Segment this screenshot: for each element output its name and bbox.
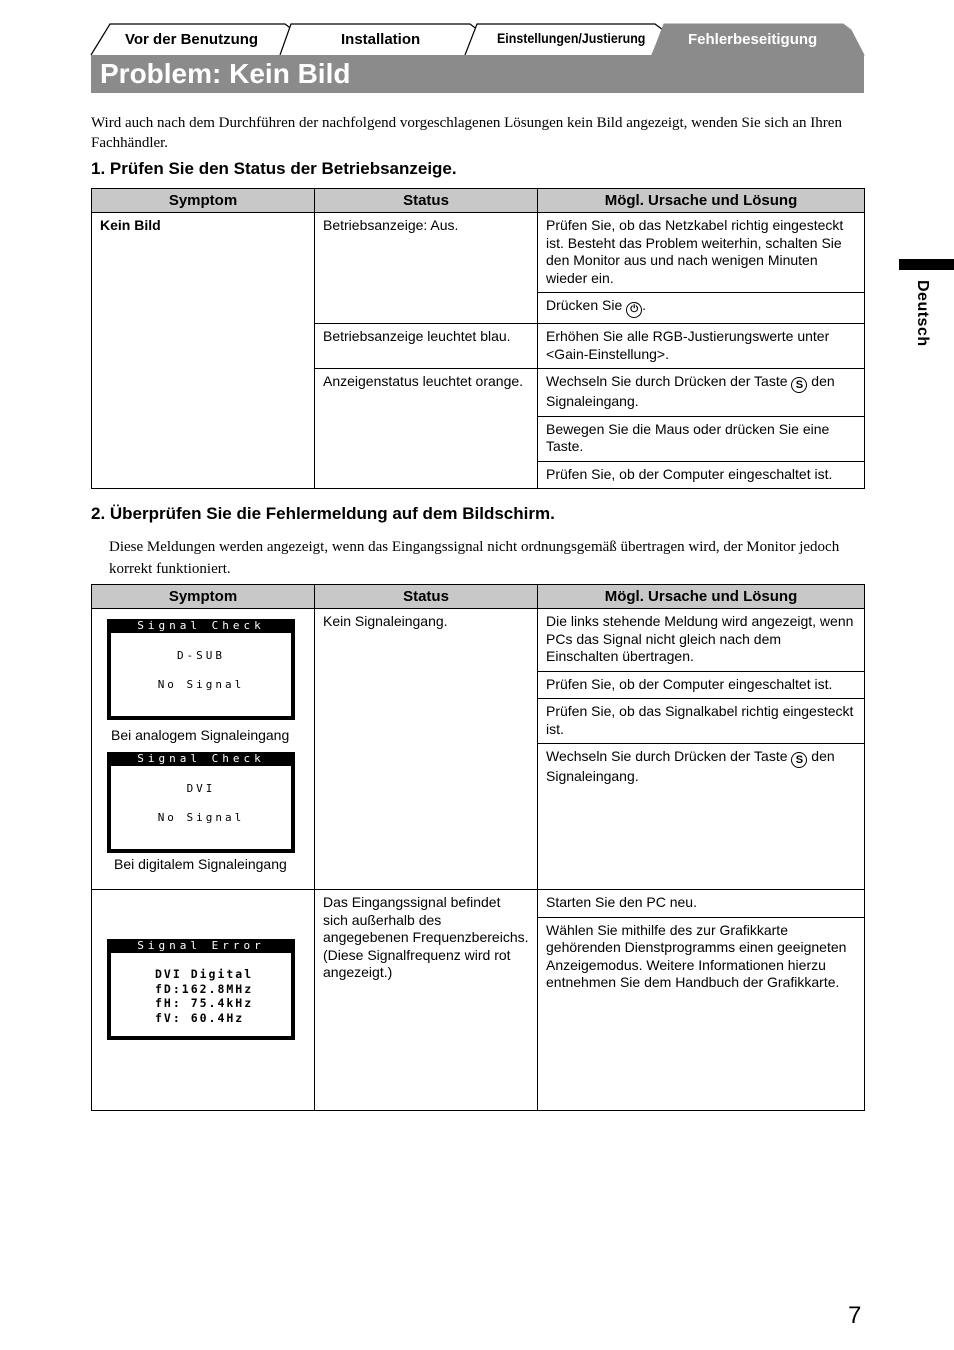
status-cell: Das Eingangssignal befindet sich außerhalb des angegebenen Frequenzbereichs. (Diese Signalfrequenz wird rot angezeigt.) <box>315 890 538 1111</box>
page-number: 7 <box>848 1302 862 1329</box>
solution-cell: Starten Sie den PC neu. <box>538 890 865 918</box>
osd-error-screen <box>107 939 295 1040</box>
title-bar <box>91 55 864 93</box>
section2-heading: 2. Überprüfen Sie die Fehlermeldung auf dem Bildschirm. <box>91 504 555 523</box>
osd-header: Signal Check <box>137 752 265 765</box>
section2-intro: Diese Meldungen werden angezeigt, wenn das Eingangssignal nicht ordnungsgemäß übertragen wird, der Monitor jedoch korrekt funktioniert. <box>109 539 840 577</box>
solution-cell: Wählen Sie mithilfe des zur Grafikkarte gehörenden Dienstprogramms einen geeigneten Anzeigemodus. Weitere Informationen hierzu entnehmen Sie dem Handbuch der Grafikkarte. <box>538 917 865 1110</box>
osd-body <box>111 633 291 716</box>
section-tabs <box>0 0 954 60</box>
solution-cell: Prüfen Sie, ob der Computer eingeschaltet ist. <box>538 671 865 699</box>
solution-cell: Erhöhen Sie alle RGB-Justierungswerte unter <Gain-Einstellung>. <box>538 324 865 369</box>
solution-cell: Bewegen Sie die Maus oder drücken Sie eine Taste. <box>538 416 865 461</box>
solution-cell: Prüfen Sie, ob das Netzkabel richtig eingesteckt ist. Besteht das Problem weiterhin, schalten Sie den Monitor aus und nach wenigen Minuten wieder ein. <box>538 213 865 293</box>
symptom-cell: Kein Bild <box>92 213 315 489</box>
solution-cell: Die links stehende Meldung wird angezeigt, wenn PCs das Signal nicht gleich nach dem Einschalten übertragen. <box>538 609 865 672</box>
status-cell: Anzeigenstatus leuchtet orange. <box>315 369 538 489</box>
col-header-symptom: Symptom <box>92 189 315 213</box>
osd-line: D-SUB <box>176 649 226 662</box>
solution-text: Wechseln Sie durch Drücken der Taste <box>546 748 792 764</box>
osd-line: DVI Digital <box>155 967 254 981</box>
col-header-status: Status <box>315 189 538 213</box>
table-header-row <box>92 585 865 609</box>
page-title: Problem: Kein Bild <box>100 58 351 89</box>
col-header-solution: Mögl. Ursache und Lösung <box>538 189 865 213</box>
status-cell: Betriebsanzeige leuchtet blau. <box>315 324 538 369</box>
s-button-icon: S <box>791 752 807 768</box>
tab-einstellungen[interactable]: Einstellungen/Justierung <box>497 31 646 46</box>
solution-cell: Prüfen Sie, ob der Computer eingeschaltet ist. <box>538 461 865 489</box>
osd-caption: Bei digitalem Signaleingang <box>114 856 287 872</box>
solution-text: den Signaleingang. <box>546 373 835 409</box>
section1-heading: 1. Prüfen Sie den Status der Betriebsanzeige. <box>91 159 457 178</box>
osd-body <box>111 766 291 849</box>
solution-cell <box>538 293 865 324</box>
table-row <box>92 890 865 918</box>
table-row <box>92 213 865 293</box>
tab-installation[interactable]: Installation <box>341 31 421 48</box>
status-table <box>91 188 865 489</box>
solution-cell <box>538 369 865 417</box>
tab-shapes <box>0 0 954 60</box>
solution-text: den Signaleingang. <box>546 748 835 784</box>
language-marker <box>899 259 954 270</box>
osd-lines <box>155 967 253 1025</box>
osd-line: fD:162.8MHz <box>155 981 254 996</box>
osd-header: Signal Check <box>137 619 265 632</box>
solution-cell: Prüfen Sie, ob das Signalkabel richtig eingesteckt ist. <box>538 699 865 744</box>
solution-text: Drücken Sie <box>546 297 627 313</box>
solution-text: Wechseln Sie durch Drücken der Taste <box>546 373 792 389</box>
intro-text: Wird auch nach dem Durchführen der nachfolgend vorgeschlagenen Lösungen kein Bild angezeigt, wenden Sie sich an Ihren Fachhändler. <box>91 115 842 151</box>
osd-digital-screen <box>107 752 295 853</box>
osd-line: fH: 75.4kHz <box>155 996 254 1010</box>
power-button-icon: ⏻ <box>626 302 642 318</box>
osd-line: No Signal <box>157 811 245 824</box>
col-header-status: Status <box>315 585 538 609</box>
col-header-symptom: Symptom <box>92 585 315 609</box>
osd-header: Signal Error <box>137 939 265 952</box>
osd-line: DVI <box>186 782 216 795</box>
tab-vor-der-benutzung[interactable]: Vor der Benutzung <box>125 31 259 48</box>
s-button-icon: S <box>791 377 807 393</box>
table-header-row <box>92 189 865 213</box>
status-cell: Betriebsanzeige: Aus. <box>315 213 538 324</box>
tab-fehlerbeseitigung[interactable]: Fehlerbeseitigung <box>688 31 818 48</box>
col-header-solution: Mögl. Ursache und Lösung <box>538 585 865 609</box>
status-cell: Kein Signaleingang. <box>315 609 538 890</box>
solution-text: . <box>642 297 647 313</box>
osd-analog-screen <box>107 619 295 720</box>
osd-caption: Bei analogem Signaleingang <box>111 727 290 743</box>
osd-line: fV: 60.4Hz <box>155 1010 245 1025</box>
language-label: Deutsch <box>914 280 931 347</box>
solution-cell <box>538 744 865 890</box>
osd-body <box>111 953 291 1036</box>
osd-line: No Signal <box>157 678 245 691</box>
